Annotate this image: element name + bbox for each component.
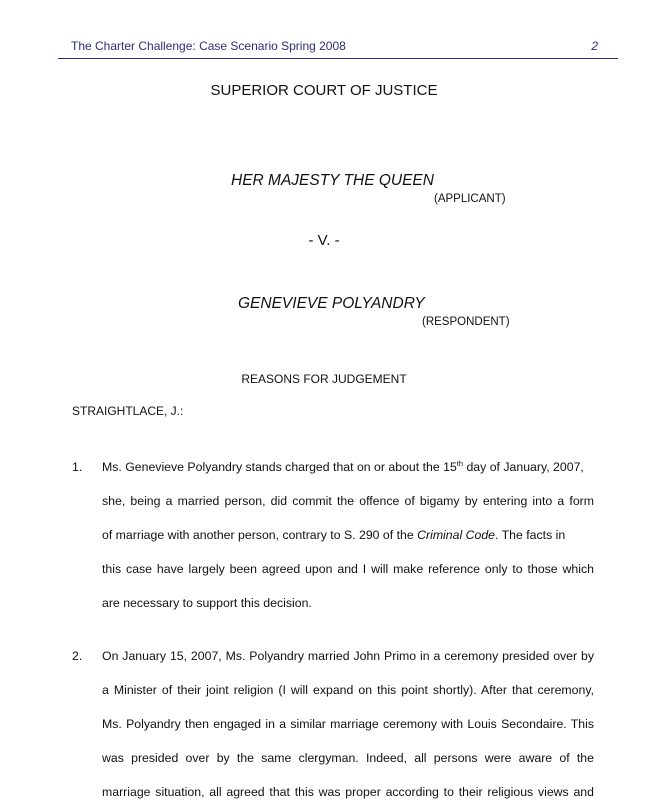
paragraph-line: was presided over by the same clergyman. Indeed, all persons were aware of the	[102, 751, 594, 765]
running-header	[58, 34, 618, 59]
paragraph-line: a Minister of their joint religion (I will expand on this point shortly). After that ceremony,	[102, 683, 594, 697]
applicant-role: (APPLICANT)	[434, 193, 506, 205]
paragraph-line: Ms. Polyandry then engaged in a similar marriage ceremony with Louis Secondaire. This	[102, 717, 594, 731]
paragraph-line: marriage situation, all agreed that this was proper according to their religious views and	[102, 785, 594, 799]
court-name: SUPERIOR COURT OF JUSTICE	[210, 82, 438, 99]
respondent-role: (RESPONDENT)	[422, 316, 510, 328]
header-title: The Charter Challenge: Case Scenario Spring 2008	[71, 39, 346, 53]
versus: - V. -	[308, 232, 340, 249]
paragraph-number: 1.	[72, 460, 83, 474]
applicant-name: HER MAJESTY THE QUEEN	[231, 172, 434, 189]
respondent-name: GENEVIEVE POLYANDRY	[238, 295, 425, 312]
paragraph-line: of marriage with another person, contrary to S. 290 of the Criminal Code. The facts in	[102, 528, 566, 542]
paragraph-line: On January 15, 2007, Ms. Polyandry married John Primo in a ceremony presided over by	[102, 649, 594, 663]
judge-name: STRAIGHTLACE, J.:	[72, 404, 184, 418]
paragraph-line: this case have largely been agreed upon and I will make reference only to those which	[102, 562, 594, 576]
paragraph-line: she, being a married person, did commit the offence of bigamy by entering into a form	[102, 494, 594, 508]
page-number: 2	[591, 39, 598, 53]
paragraph-line: Ms. Genevieve Polyandry stands charged that on or about the 15th day of January, 2007,	[102, 459, 584, 474]
paragraph-number: 2.	[72, 649, 83, 663]
paragraph-line: are necessary to support this decision.	[102, 596, 312, 610]
reasons-heading: REASONS FOR JUDGEMENT	[241, 372, 407, 386]
